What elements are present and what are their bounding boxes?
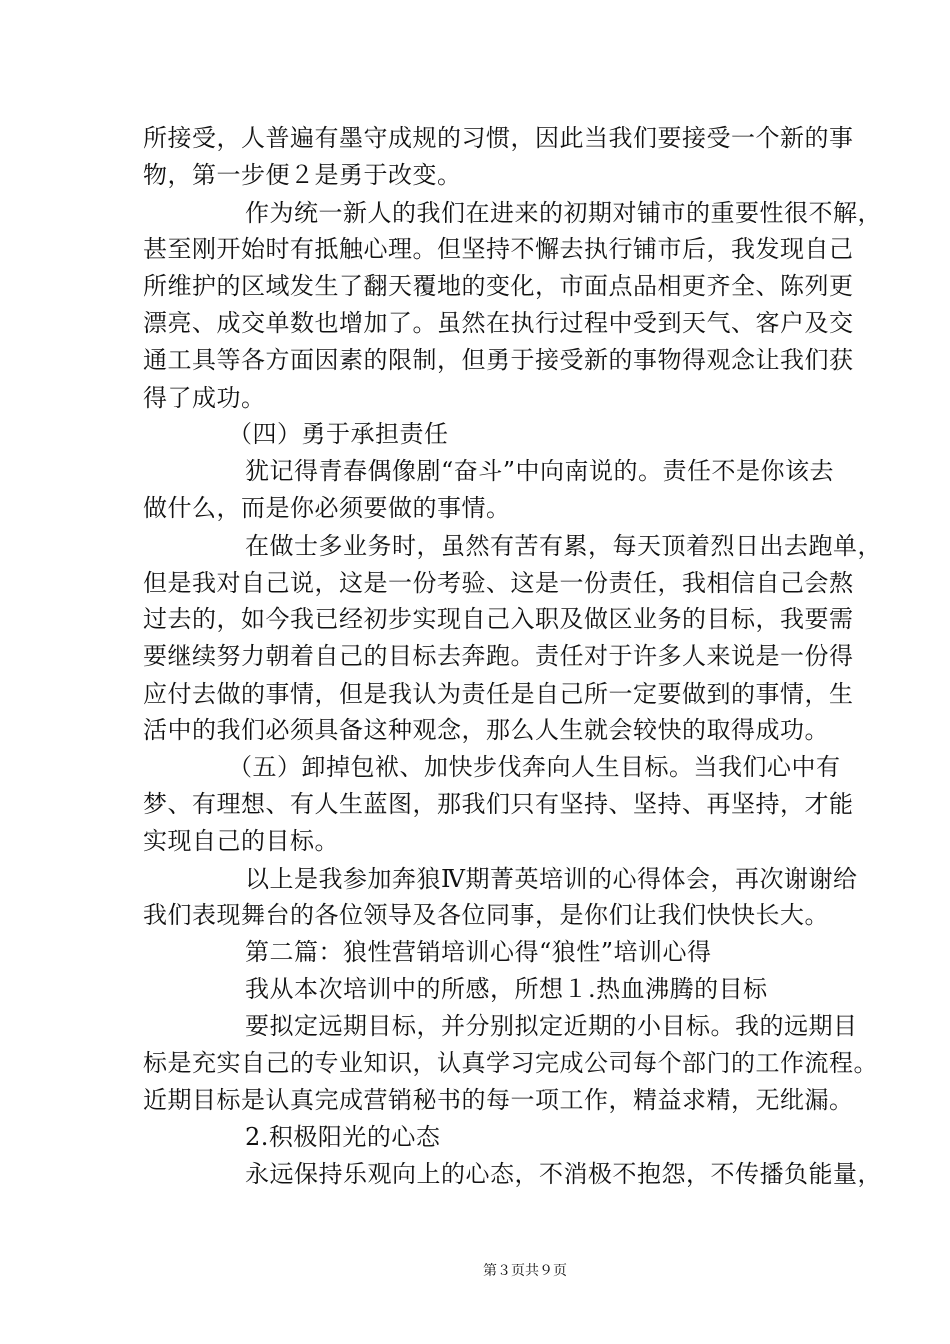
section-heading: 2.积极阳光的心态	[245, 1123, 441, 1151]
text-line: 漂亮、成交单数也增加了。虽然在执行过程中受到天气、客户及交	[143, 309, 854, 337]
text-line: 活中的我们必须具备这种观念，那么人生就会较快的取得成功。	[143, 716, 829, 744]
text-line: 得了成功。	[143, 384, 266, 412]
section-heading: （四）勇于承担责任	[228, 420, 449, 448]
text-line: 永远保持乐观向上的心态，不消极不抱怨，不传播负能量，	[245, 1160, 882, 1188]
text-line: 要继续努力朝着自己的目标去奔跑。责任对于许多人来说是一份得	[143, 642, 854, 670]
text-line: 我们表现舞台的各位领导及各位同事，是你们让我们快快长大。	[143, 901, 829, 929]
text-line: 所维护的区域发生了翻天覆地的变化，市面点品相更齐全、陈列更	[143, 272, 854, 300]
text-line: 物，第一步便２是勇于改变。	[143, 161, 462, 189]
text-line: 以上是我参加奔狼Ⅳ期菁英培训的心得体会，再次谢谢给	[245, 865, 858, 893]
text-line: 我从本次培训中的所感，所想１.热血沸腾的目标	[245, 975, 768, 1003]
text-line: 甚至刚开始时有抵触心理。但坚持不懈去执行铺市后，我发现自己	[143, 235, 854, 263]
text-line: 近期目标是认真完成营销秘书的每一项工作，精益求精，无纰漏。	[143, 1086, 854, 1114]
section-heading: （五）卸掉包袱、加快步伐奔向人生目标。当我们心中有	[228, 753, 841, 781]
text-line: 在做士多业务时，虽然有苦有累，每天顶着烈日出去跑单，	[245, 532, 882, 560]
text-line: 要拟定远期目标，并分别拟定近期的小目标。我的远期目	[245, 1012, 858, 1040]
text-line: 梦、有理想、有人生蓝图，那我们只有坚持、坚持、再坚持，才能	[143, 790, 854, 818]
page-number-footer: 第３页共９页	[483, 1263, 567, 1279]
text-line: 应付去做的事情，但是我认为责任是自己所一定要做到的事情，生	[143, 680, 854, 708]
text-line: 作为统一新人的我们在进来的初期对铺市的重要性很不解，	[245, 199, 882, 227]
text-line: 标是充实自己的专业知识，认真学习完成公司每个部门的工作流程。	[143, 1049, 878, 1077]
text-line: 所接受，人普遍有墨守成规的习惯，因此当我们要接受一个新的事	[143, 124, 854, 152]
text-line: 实现自己的目标。	[143, 827, 339, 855]
text-line: 犹记得青春偶像剧“奋斗”中向南说的。责任不是你该去	[245, 457, 835, 485]
text-line: 通工具等各方面因素的限制，但勇于接受新的事物得观念让我们获	[143, 346, 854, 374]
section-heading: 第二篇：狼性营销培训心得“狼性”培训心得	[245, 938, 712, 966]
text-line: 过去的，如今我已经初步实现自己入职及做区业务的目标，我要需	[143, 605, 854, 633]
text-line: 但是我对自己说，这是一份考验、这是一份责任，我相信自己会熬	[143, 569, 854, 597]
text-line: 做什么，而是你必须要做的事情。	[143, 494, 511, 522]
